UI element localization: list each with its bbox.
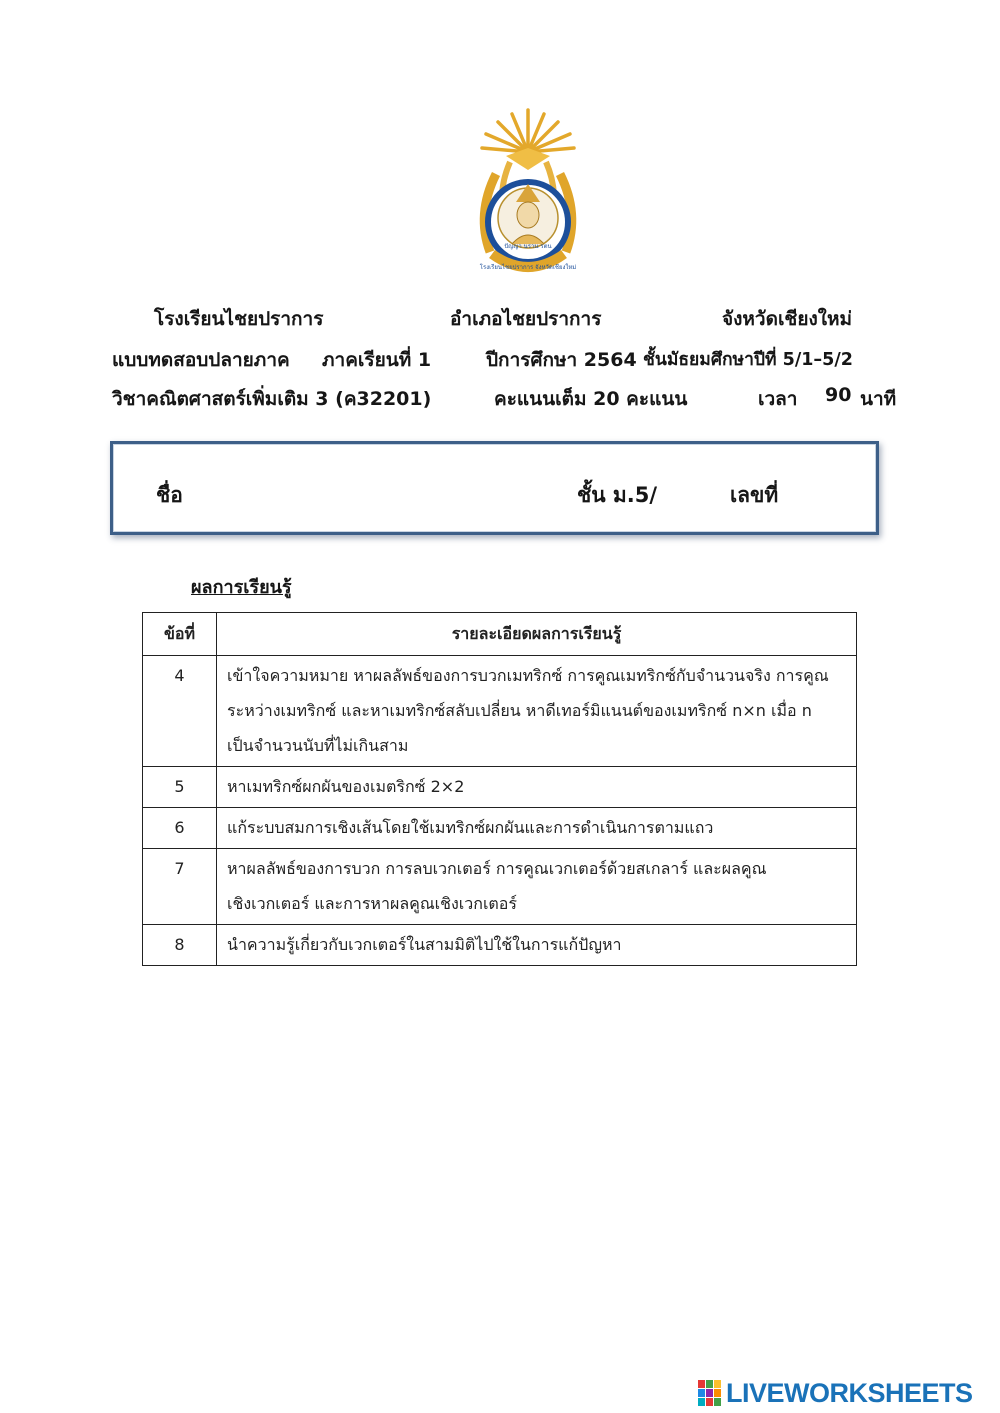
row-number: 7	[143, 849, 217, 925]
province-name: จังหวัดเชียงใหม่	[722, 308, 853, 330]
table-row	[143, 656, 857, 767]
table-row	[143, 808, 857, 849]
grade-level: ชั้นมัธยมศึกษาปีที่ 5/1–5/2	[643, 350, 853, 370]
row-number: 6	[143, 808, 217, 849]
detail-line: เข้าใจความหมาย หาผลลัพธ์ของการบวกเมทริกซ์ การคูณเมทริกซ์กับจำนวนจริง การคูณ	[227, 666, 829, 685]
number-label: เลขที่	[730, 483, 779, 507]
outcomes-table	[142, 612, 857, 966]
school-name: โรงเรียนไชยปราการ	[154, 308, 324, 330]
table-header-row	[143, 613, 857, 656]
liveworksheets-logo-icon	[698, 1380, 722, 1406]
row-detail	[217, 925, 857, 966]
row-detail	[217, 808, 857, 849]
detail-line: ระหว่างเมทริกซ์ และหาเมทริกซ์สลับเปลี่ยน หาดีเทอร์มิแนนต์ของเมทริกซ์ n×n เมื่อ n	[227, 701, 812, 720]
full-score: คะแนนเต็ม 20 คะแนน	[494, 388, 688, 410]
row-number: 5	[143, 767, 217, 808]
liveworksheets-brand[interactable]: LIVEWORKSHEETS	[726, 1378, 973, 1408]
name-label: ชื่อ	[156, 483, 183, 507]
logo-motto: ปัญญา นราน รตน	[504, 243, 552, 250]
col-header-detail: รายละเอียดผลการเรียนรู้	[217, 613, 857, 656]
outcomes-title: ผลการเรียนรู้	[191, 577, 292, 598]
time-label: เวลา	[758, 388, 798, 410]
time-unit: นาที	[860, 388, 897, 410]
logo-ring-text: โรงเรียนไชยปราการ จังหวัดเชียงใหม่	[479, 264, 577, 271]
row-number: 8	[143, 925, 217, 966]
row-detail	[217, 849, 857, 925]
subject-name: วิชาคณิตศาสตร์เพิ่มเติม 3 (ค32201)	[112, 388, 432, 410]
table-row	[143, 767, 857, 808]
sun-rays-icon	[482, 110, 574, 152]
detail-line: หาผลลัพธ์ของการบวก การลบเวกเตอร์ การคูณเวกเตอร์ด้วยสเกลาร์ และผลคูณ	[227, 859, 767, 878]
academic-year: ปีการศึกษา 2564	[486, 349, 637, 371]
row-number: 4	[143, 656, 217, 767]
detail-line: หาเมทริกซ์ผกผันของเมตริกซ์ 2×2	[227, 777, 465, 796]
row-detail	[217, 767, 857, 808]
time-value: 90	[825, 384, 852, 406]
school-logo	[466, 104, 590, 284]
detail-line: เชิงเวกเตอร์ และการหาผลคูณเชิงเวกเตอร์	[227, 894, 518, 913]
detail-line: นำความรู้เกี่ยวกับเวกเตอร์ในสามมิติไปใช้ในการแก้ปัญหา	[227, 935, 622, 954]
detail-line: แก้ระบบสมการเชิงเส้นโดยใช้เมทริกซ์ผกผันและการดำเนินการตามแถว	[227, 818, 714, 837]
class-label: ชั้น ม.5/	[577, 483, 658, 507]
table-row	[143, 925, 857, 966]
semester: ภาคเรียนที่ 1	[322, 349, 432, 371]
row-detail	[217, 656, 857, 767]
detail-line: เป็นจำนวนนับที่ไม่เกินสาม	[227, 736, 409, 755]
col-header-no: ข้อที่	[143, 613, 217, 656]
exam-type: แบบทดสอบปลายภาค	[112, 349, 290, 371]
table-row	[143, 849, 857, 925]
district-name: อำเภอไชยปราการ	[450, 308, 602, 330]
